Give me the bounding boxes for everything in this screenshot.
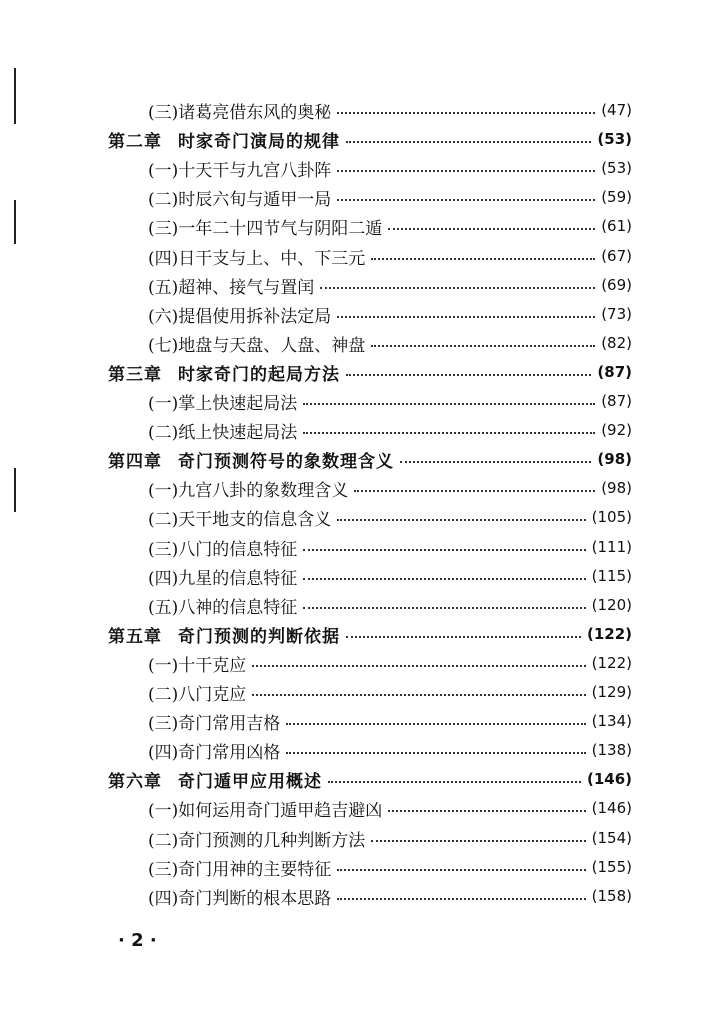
section-title: (三)奇门用神的主要特征 xyxy=(148,859,332,880)
toc-section-entry xyxy=(148,389,632,413)
toc-section-entry xyxy=(148,564,632,588)
dot-leader xyxy=(388,810,585,812)
dot-leader xyxy=(337,316,595,318)
page-ref: (154) xyxy=(591,829,632,847)
section-title: (五)超神、接气与置闰 xyxy=(148,277,315,298)
page-ref: (47) xyxy=(601,101,632,119)
page-ref: (92) xyxy=(601,421,632,439)
toc-section-entry xyxy=(148,505,632,529)
dot-leader xyxy=(320,287,595,289)
page-ref: (111) xyxy=(591,538,632,556)
toc-section-entry xyxy=(148,331,632,355)
section-title: (一)十干克应 xyxy=(148,655,247,676)
page-ref: (105) xyxy=(591,508,632,526)
dot-leader xyxy=(346,141,591,143)
section-title: (四)九星的信息特征 xyxy=(148,568,298,589)
page-ref: (53) xyxy=(601,159,632,177)
section-title: (二)奇门预测的几种判断方法 xyxy=(148,830,366,851)
toc-section-entry xyxy=(148,185,632,209)
toc-chapter-entry xyxy=(108,360,632,384)
toc-section-entry xyxy=(148,738,632,762)
dot-leader xyxy=(303,432,595,434)
section-title: (三)奇门常用吉格 xyxy=(148,713,281,734)
toc-section-entry xyxy=(148,680,632,704)
toc-section-entry xyxy=(148,709,632,733)
dot-leader xyxy=(337,112,595,114)
page-ref: (122) xyxy=(591,654,632,672)
chapter-number: 第五章 xyxy=(108,626,162,647)
toc-section-entry xyxy=(148,273,632,297)
dot-leader xyxy=(346,374,591,376)
section-title: (二)纸上快速起局法 xyxy=(148,422,298,443)
page-ref: (59) xyxy=(601,188,632,206)
section-title: (一)九宫八卦的象数理含义 xyxy=(148,480,349,501)
page-ref: (73) xyxy=(601,305,632,323)
dot-leader xyxy=(252,694,585,696)
chapter-title: 奇门遁甲应用概述 xyxy=(178,771,322,792)
toc-section-entry xyxy=(148,476,632,500)
dot-leader xyxy=(337,170,595,172)
section-title: (一)掌上快速起局法 xyxy=(148,393,298,414)
dot-leader xyxy=(388,228,595,230)
page-ref: (155) xyxy=(591,858,632,876)
page-ref: (138) xyxy=(591,741,632,759)
toc-section-entry xyxy=(148,593,632,617)
page-ref: (87) xyxy=(597,363,632,381)
dot-leader xyxy=(337,869,585,871)
dot-leader xyxy=(303,549,585,551)
page-ref: (67) xyxy=(601,247,632,265)
dot-leader xyxy=(400,461,591,463)
dot-leader xyxy=(337,519,585,521)
chapter-number: 第六章 xyxy=(108,771,162,792)
dot-leader xyxy=(371,258,595,260)
section-title: (七)地盘与天盘、人盘、神盘 xyxy=(148,335,366,356)
section-title: (六)提倡使用拆补法定局 xyxy=(148,306,332,327)
page-ref: (69) xyxy=(601,276,632,294)
chapter-title: 奇门预测的判断依据 xyxy=(178,626,340,647)
toc-section-entry xyxy=(148,535,632,559)
toc-section-entry xyxy=(148,418,632,442)
section-title: (一)如何运用奇门遁甲趋吉避凶 xyxy=(148,800,383,821)
toc-section-entry xyxy=(148,302,632,326)
dot-leader xyxy=(354,490,595,492)
page-ref: (98) xyxy=(601,479,632,497)
toc-section-entry xyxy=(148,98,632,122)
toc-chapter-entry xyxy=(108,622,632,646)
toc-section-entry xyxy=(148,796,632,820)
page-ref: (146) xyxy=(586,770,632,788)
page-ref: (120) xyxy=(591,596,632,614)
toc-section-entry xyxy=(148,244,632,268)
section-title: (二)八门克应 xyxy=(148,684,247,705)
section-title: (二)时辰六旬与遁甲一局 xyxy=(148,189,332,210)
page-number: · 2 · xyxy=(118,930,157,951)
page-ref: (122) xyxy=(586,625,632,643)
section-title: (四)奇门常用凶格 xyxy=(148,742,281,763)
dot-leader xyxy=(337,199,595,201)
chapter-number: 第四章 xyxy=(108,451,162,472)
chapter-number: 第二章 xyxy=(108,131,162,152)
section-title: (二)天干地支的信息含义 xyxy=(148,509,332,530)
dot-leader xyxy=(346,636,581,638)
page-ref: (146) xyxy=(591,799,632,817)
chapter-title: 时家奇门的起局方法 xyxy=(178,364,340,385)
toc-section-entry xyxy=(148,855,632,879)
chapter-title: 奇门预测符号的象数理含义 xyxy=(178,451,394,472)
dot-leader xyxy=(286,752,585,754)
page-ref: (61) xyxy=(601,217,632,235)
toc-chapter-entry xyxy=(108,767,632,791)
toc-section-entry xyxy=(148,826,632,850)
dot-leader xyxy=(337,898,585,900)
chapter-title: 时家奇门演局的规律 xyxy=(178,131,340,152)
toc-chapter-entry xyxy=(108,127,632,151)
toc-chapter-entry xyxy=(108,447,632,471)
page-ref: (115) xyxy=(591,567,632,585)
dot-leader xyxy=(328,781,581,783)
toc-section-entry xyxy=(148,214,632,238)
section-title: (三)诸葛亮借东风的奥秘 xyxy=(148,102,332,123)
toc-section-entry xyxy=(148,651,632,675)
dot-leader xyxy=(286,723,585,725)
section-title: (四)日干支与上、中、下三元 xyxy=(148,248,366,269)
section-title: (五)八神的信息特征 xyxy=(148,597,298,618)
section-title: (三)八门的信息特征 xyxy=(148,539,298,560)
section-title: (四)奇门判断的根本思路 xyxy=(148,888,332,909)
page-ref: (82) xyxy=(601,334,632,352)
page-ref: (87) xyxy=(601,392,632,410)
dot-leader xyxy=(252,665,585,667)
dot-leader xyxy=(303,578,585,580)
dot-leader xyxy=(371,840,585,842)
page-ref: (53) xyxy=(597,130,632,148)
section-title: (一)十天干与九宫八卦阵 xyxy=(148,160,332,181)
dot-leader xyxy=(303,403,595,405)
dot-leader xyxy=(303,607,585,609)
toc-section-entry xyxy=(148,884,632,908)
toc-section-entry xyxy=(148,156,632,180)
page-ref: (134) xyxy=(591,712,632,730)
page-ref: (129) xyxy=(591,683,632,701)
chapter-number: 第三章 xyxy=(108,364,162,385)
dot-leader xyxy=(371,345,595,347)
section-title: (三)一年二十四节气与阴阳二遁 xyxy=(148,218,383,239)
page-ref: (158) xyxy=(591,887,632,905)
page-ref: (98) xyxy=(597,450,632,468)
